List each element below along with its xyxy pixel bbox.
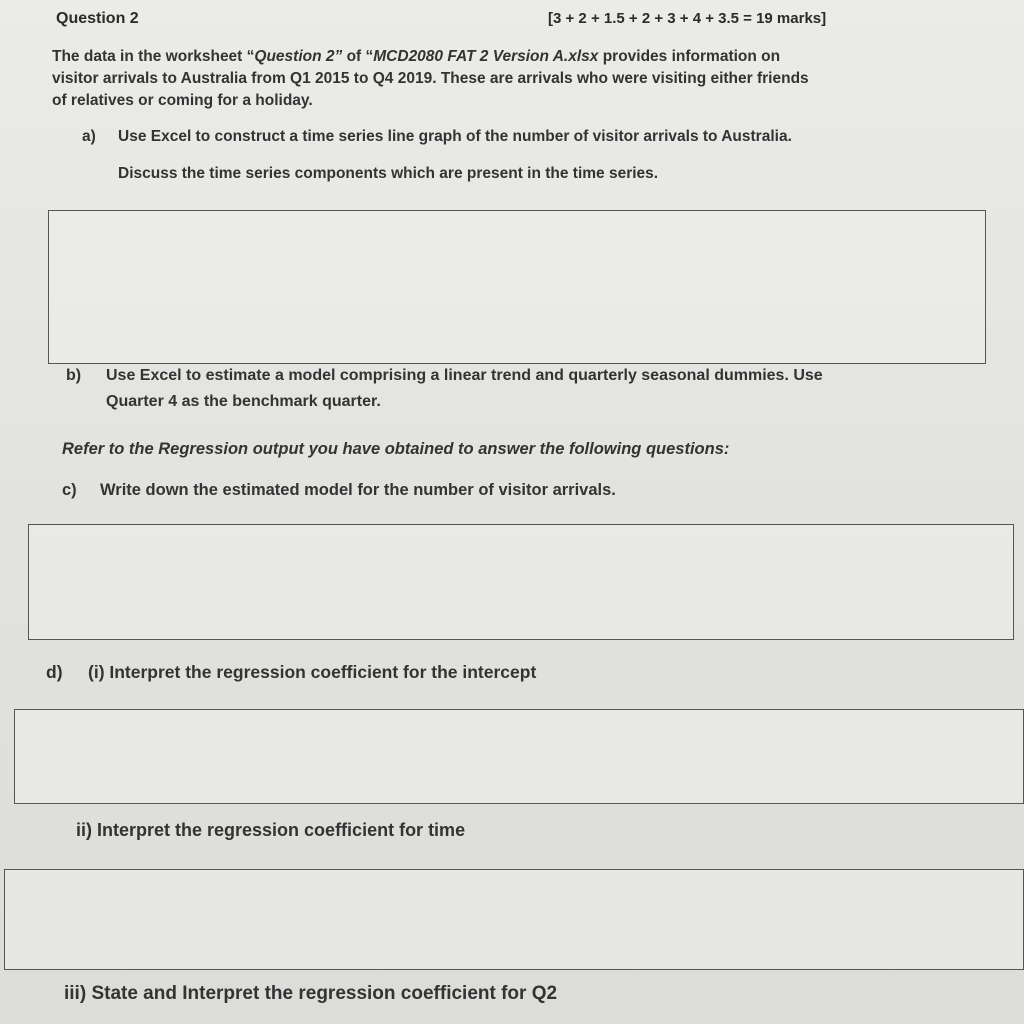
regression-reference: Refer to the Regression output you have obtained to answer the following questions:: [62, 440, 730, 458]
answer-box-a[interactable]: [48, 210, 986, 364]
marks-allocation: [3 + 2 + 1.5 + 2 + 3 + 4 + 3.5 = 19 marks]: [548, 10, 827, 27]
answer-box-d-ii[interactable]: [4, 869, 1024, 970]
part-d-i-line: d) (i) Interpret the regression coefficient for the intercept: [46, 662, 537, 682]
intro-line-3: of relatives or coming for a holiday.: [52, 92, 313, 109]
part-a-line-1: a) Use Excel to construct a time series line graph of the number of visitor arrivals to Australia.: [82, 128, 792, 145]
part-b-line-2: Quarter 4 as the benchmark quarter.: [106, 393, 381, 410]
part-a-line-2: Discuss the time series components which are present in the time series.: [118, 165, 659, 182]
intro-line-2: visitor arrivals to Australia from Q1 2015 to Q4 2019. These are arrivals who were visiting either friends: [52, 70, 809, 87]
intro-line-1: The data in the worksheet “Question 2” of “MCD2080 FAT 2 Version A.xlsx provides information on: [52, 48, 781, 65]
part-d-iii-line: iii) State and Interpret the regression coefficient for Q2: [64, 983, 558, 1004]
part-b-line-1: b) Use Excel to estimate a model comprising a linear trend and quarterly seasonal dummies. Use: [66, 367, 823, 384]
part-c-label: c): [62, 481, 77, 499]
part-d-label: d): [46, 662, 63, 682]
answer-box-c[interactable]: [28, 524, 1014, 640]
part-b-label: b): [66, 367, 82, 384]
part-c-line: c) Write down the estimated model for the number of visitor arrivals.: [62, 481, 616, 499]
answer-box-d-i[interactable]: [14, 709, 1024, 804]
question-intro: [52, 46, 809, 112]
part-a-label: a): [82, 128, 96, 145]
question-title: Question 2: [56, 10, 139, 27]
part-d-ii-line: ii) Interpret the regression coefficient for time: [76, 820, 466, 840]
